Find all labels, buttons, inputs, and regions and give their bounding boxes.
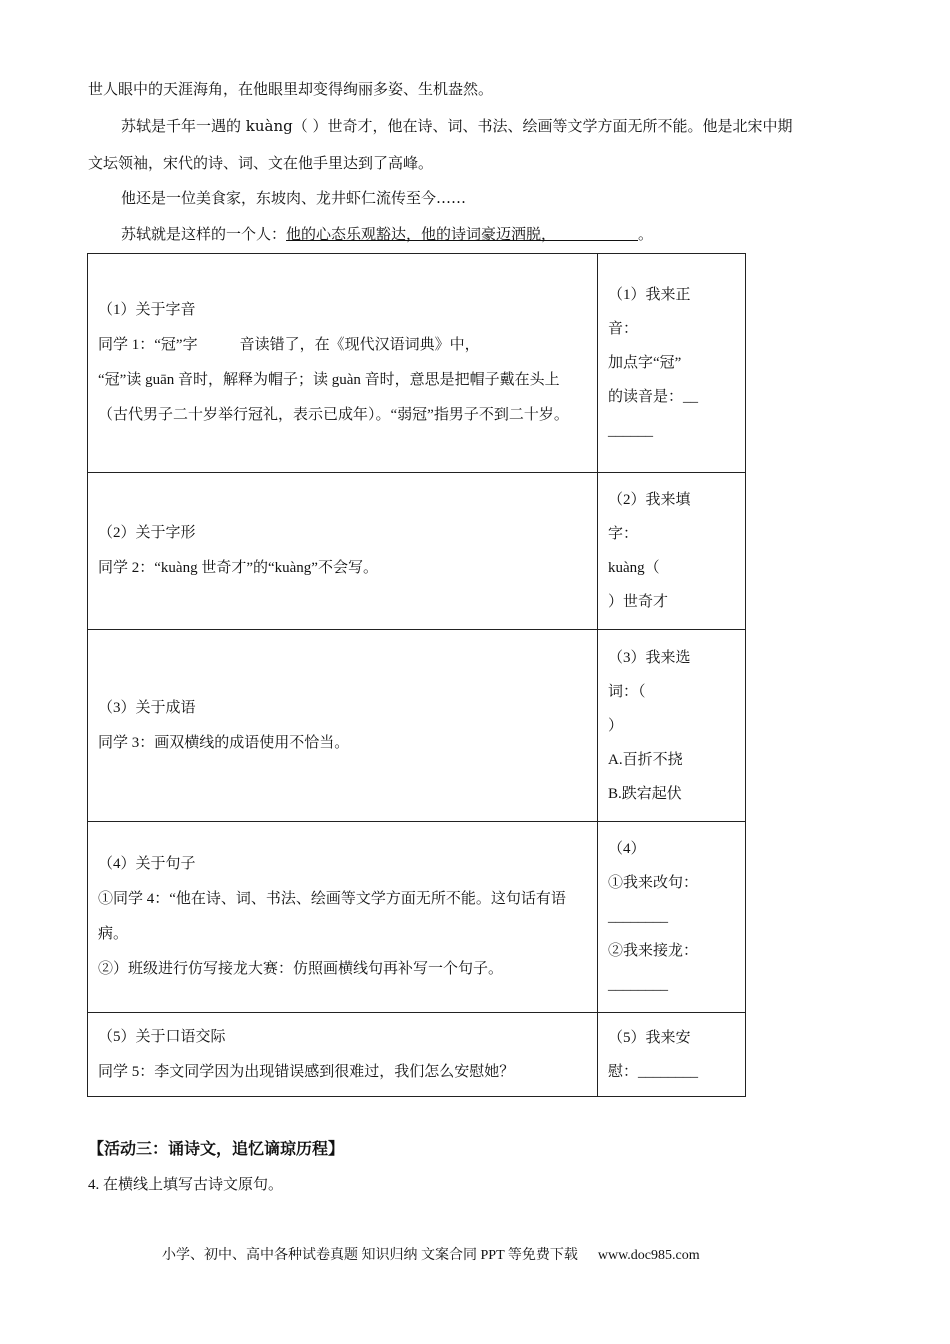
- row2-right-2: 字：: [608, 526, 639, 542]
- row3-left-cell: [88, 630, 598, 822]
- passage-line-4: 他还是一位美食家，东坡肉、龙井虾仁流传至今……: [121, 189, 467, 207]
- row4-student-1: ①同学 4：“他在诗、词、书法、绘画等文学方面无所不能。这句话有语病。: [98, 891, 566, 942]
- row2-right-3[interactable]: kuàng（: [608, 560, 660, 576]
- row3-right-3: ）: [608, 717, 624, 734]
- row5-right-2[interactable]: 慰：________: [608, 1063, 699, 1080]
- row2-left-cell: [88, 473, 598, 630]
- task-table: [87, 253, 746, 1097]
- row4-heading: （4）关于句子: [98, 856, 196, 872]
- row5-right-1: （5）我来安: [608, 1029, 691, 1046]
- row1-body: “冠”读 guān 音时，解释为帽子；读 guàn 音时，意思是把帽子戴在头上（古代男子二十岁举行冠礼，表示已成年）。“弱冠”指男子不到二十岁。: [98, 372, 569, 423]
- row2-right-1: （2）我来填: [608, 492, 691, 508]
- table-row: [88, 254, 746, 473]
- row5-right-cell: [598, 1013, 746, 1097]
- answer-blank[interactable]: [556, 224, 638, 241]
- question-4: 4. 在横线上填写古诗文原句。: [88, 1177, 284, 1193]
- row2-student: 同学 2：“kuàng 世奇才”的“kuàng”不会写。: [98, 560, 378, 576]
- row1-student: [98, 328, 587, 363]
- passage-line-3: 文坛领袖，宋代的诗、词、文在他手里达到了高峰。: [88, 154, 434, 172]
- table-row: [88, 473, 746, 630]
- row3-right-cell: [598, 630, 746, 822]
- row4-right-cell: [598, 822, 746, 1013]
- row1-right-4[interactable]: 的读音是：__: [608, 389, 699, 405]
- row3-heading: （3）关于成语: [98, 699, 196, 716]
- row4-right-1: （4）: [608, 841, 646, 857]
- row1-right-2: 音：: [608, 321, 639, 337]
- footer-text: 小学、初中、高中各种试卷真题 知识归纳 文案合同 PPT 等免费下载: [162, 1248, 578, 1263]
- row3-right-2[interactable]: 词：（: [608, 683, 646, 700]
- row1-right-5[interactable]: ______: [608, 423, 653, 439]
- row4-left-cell: [88, 822, 598, 1013]
- row4-right-4: ②我来接龙：: [608, 943, 699, 959]
- row1-right-cell: [598, 254, 746, 473]
- table-row: [88, 822, 746, 1013]
- passage-line-2: 苏轼是千年一遇的 kuàng（ ）世奇才，他在诗、词、书法、绘画等文学方面无所不能。他是北宋中期: [121, 117, 793, 135]
- row5-student: 同学 5：李文同学因为出现错误感到很难过，我们怎么安慰她？: [98, 1063, 515, 1080]
- row3-student: 同学 3：画双横线的成语使用不恰当。: [98, 734, 350, 751]
- row4-right-2: ①我来改句：: [608, 875, 699, 891]
- row4-right-3[interactable]: ________: [608, 909, 668, 925]
- row4-student-2: ②）班级进行仿写接龙大赛：仿照画横线句再补写一个句子。: [98, 961, 504, 977]
- row2-heading: （2）关于字形: [98, 525, 196, 541]
- underlined-sentence: 他的心态乐观豁达，他的诗词豪迈洒脱，: [286, 225, 557, 243]
- row1-right-3: 加点字“冠”: [608, 355, 682, 371]
- row5-heading: （5）关于口语交际: [98, 1028, 226, 1045]
- footer: [162, 1246, 700, 1266]
- row2-right-cell: [598, 473, 746, 630]
- row1-left-cell: [88, 254, 598, 473]
- row1-right-1: （1）我来正: [608, 287, 691, 303]
- footer-url[interactable]: www.doc985.com: [597, 1248, 700, 1263]
- passage-line-5: [121, 224, 653, 244]
- option-a[interactable]: A.百折不挠: [608, 751, 683, 768]
- option-b[interactable]: B.跌宕起伏: [608, 785, 682, 802]
- row5-left-cell: [88, 1013, 598, 1097]
- row3-right-1: （3）我来选: [608, 649, 691, 666]
- table-row: [88, 1013, 746, 1097]
- row1-heading: （1）关于字音: [98, 302, 196, 318]
- passage-line-5-end: 。: [638, 225, 654, 243]
- row2-right-4: ）世奇才: [608, 594, 669, 610]
- passage-line-5-prefix: 苏轼就是这样的一个人：: [121, 225, 287, 243]
- row1-student-b: 音读错了，在《现代汉语词典》中，: [239, 337, 480, 353]
- table-row: [88, 630, 746, 822]
- passage-line-1: 世人眼中的天涯海角，在他眼里却变得绚丽多姿、生机盎然。: [88, 80, 494, 98]
- activity-heading: 【活动三：诵诗文，追忆谪琼历程】: [88, 1139, 345, 1158]
- row1-student-a: 同学 1：“冠”字: [98, 337, 198, 353]
- row4-right-5[interactable]: ________: [608, 977, 668, 993]
